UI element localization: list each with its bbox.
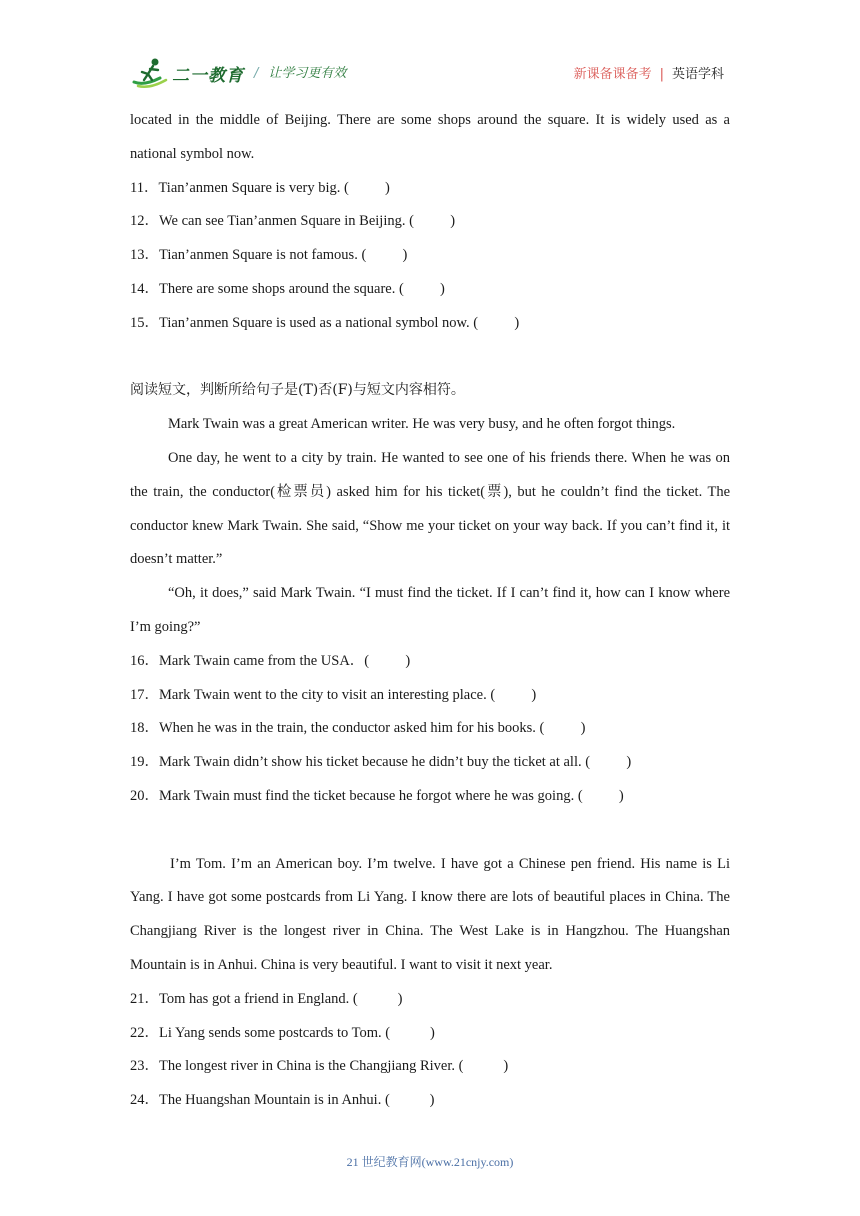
runner-logo-icon	[130, 56, 170, 90]
header-tags	[574, 63, 724, 82]
question-24: 24．The Huangshan Mountain is in Anhui. ( )	[130, 1092, 435, 1109]
question-12: 12．We can see Tian’anmen Square in Beijing. ( )	[130, 213, 456, 230]
question-18: 18．When he was in the train, the conductor asked him for his books. ( )	[130, 720, 586, 737]
question-20: 20．Mark Twain must find the ticket because he forgot where he was going. ( )	[130, 787, 624, 804]
instruction-2: 阅读短文，判断所给句子是(T)否(F)与短文内容相符。	[130, 382, 465, 399]
question-13: 13．Tian’anmen Square is not famous. ( )	[130, 247, 408, 264]
passage2-para3: “Oh, it does,” said Mark Twain. “I must find the ticket. If I can’t find it, how can I know where I’m going?”	[130, 585, 730, 635]
slash-icon: /	[254, 66, 259, 81]
page-footer: 21 世纪教育网(www.21cnjy.com)	[346, 1155, 514, 1169]
question-11: 11．Tian’anmen Square is very big. ( )	[130, 179, 390, 196]
spacer	[130, 814, 730, 848]
spacer	[130, 341, 730, 375]
question-15: 15．Tian’anmen Square is used as a national symbol now. ( )	[130, 314, 520, 331]
passage2-para1: Mark Twain was a great American writer. He was very busy, and he often forgot things.	[168, 416, 676, 433]
slogan-text: 让学习更有效	[268, 66, 347, 81]
question-16: 16．Mark Twain came from the USA．( )	[130, 652, 411, 669]
question-21: 21．Tom has got a friend in England. ( )	[130, 990, 403, 1007]
logo-text: 二一教育	[172, 65, 244, 86]
header-tag-subject: 英语学科	[671, 67, 724, 82]
slogan	[254, 62, 346, 81]
document-body	[130, 104, 730, 1118]
question-14: 14．There are some shops around the square. ( )	[130, 280, 445, 297]
question-17: 17．Mark Twain went to the city to visit an interesting place. ( )	[130, 686, 537, 703]
question-23: 23．The longest river in China is the Changjiang River. ( )	[130, 1058, 509, 1075]
passage1-tail: located in the middle of Beijing. There are some shops around the square. It is widely used as a national symbol now.	[130, 112, 730, 162]
passage2-para2: One day, he went to a city by train. He wanted to see one of his friends there. When he was on the train, the conductor(检票员) asked him for his ticket(票), but he couldn’t find the ticket. The conductor knew Mark Twain. She said, “Show me your ticket on your way back. If you can’t find it, it doesn’t matter.”	[130, 449, 730, 568]
logo	[130, 56, 244, 90]
passage3: I’m Tom. I’m an American boy. I’m twelve. I have got a Chinese pen friend. His name is Li Yang. I have got some postcards from Li Yang. I know there are lots of beautiful places in China. The Changjiang River is the longest river in China. The West Lake is in Hangzhou. The Huangshan Mountain is in Anhui. China is very beautiful. I want to visit it next year.	[130, 855, 730, 973]
page-header	[130, 52, 730, 92]
question-19: 19．Mark Twain didn’t show his ticket because he didn’t buy the ticket at all. ( )	[130, 754, 632, 771]
question-22: 22．Li Yang sends some postcards to Tom. ( )	[130, 1024, 435, 1041]
header-tag-prep: 新课备课备考	[573, 67, 652, 82]
header-separator: |	[659, 67, 664, 82]
